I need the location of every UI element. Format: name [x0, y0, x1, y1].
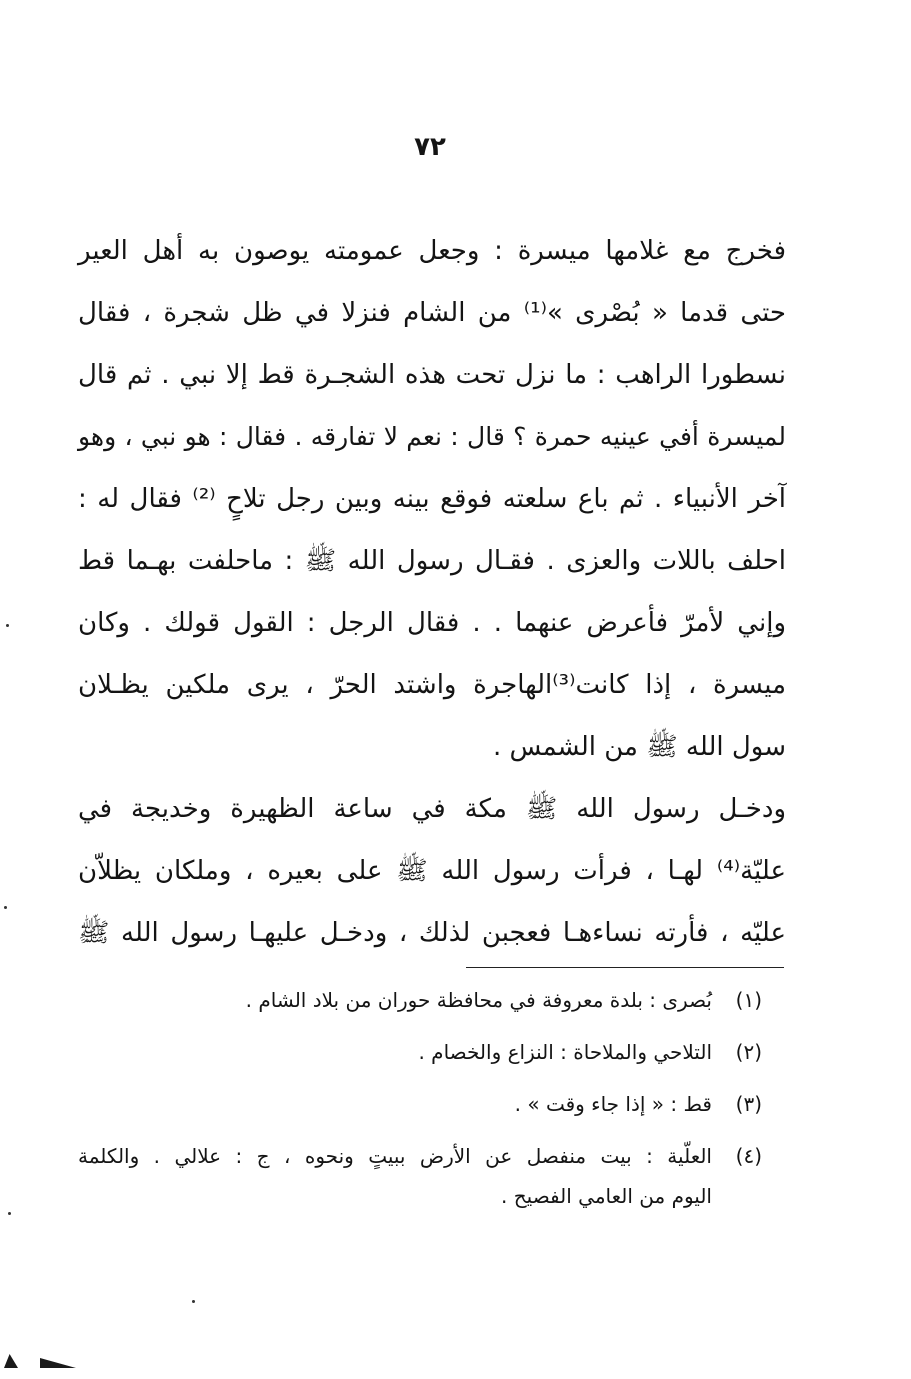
scan-speck	[4, 906, 7, 909]
paragraph-2	[78, 778, 786, 964]
footnote-line: بُصرى : بلدة معروفة في محافظة حوران من بلاد الشام .	[245, 988, 712, 1012]
footnote-line: اليوم من العامي الفصيح .	[501, 1184, 712, 1208]
footnote-text	[78, 1084, 712, 1124]
scan-speck	[192, 1300, 195, 1303]
text-line: سول الله ﷺ من الشمس .	[492, 732, 786, 762]
scan-speck	[6, 624, 9, 627]
text-line: لميسرة أفي عينيه حمرة ؟ قال : نعم لا تفارقه . فقال : هو نبي ، وهو	[78, 422, 786, 451]
page-number: ٧٢	[414, 132, 446, 162]
text-line: نسطورا الراهب : ما نزل تحت هذه الشجـرة قط إلا نبي . ثم قال	[78, 360, 786, 390]
footnotes	[78, 980, 762, 1228]
footnote-4	[78, 1136, 762, 1216]
text-line: ميسرة ، إذا كانت⁽³⁾الهاجرة واشتد الحرّ ، يرى ملكين يظـلان	[78, 670, 786, 700]
footnote-divider	[466, 967, 784, 968]
footnote-line: التلاحي والملاحاة : النزاع والخصام .	[418, 1040, 712, 1064]
paragraph-1	[78, 220, 786, 778]
text-line: فخرج مع غلامها ميسرة : وجعل عمومته يوصون به أهل العير	[78, 236, 786, 266]
footnote-number: (٢)	[735, 1040, 762, 1064]
text-line: وإني لأمرّ فأعرض عنهما . . فقال الرجل : القول قولك . وكان	[78, 608, 786, 638]
text-line: احلف باللات والعزى . فقـال رسول الله ﷺ : ماحلفت بهـما قط	[78, 546, 786, 576]
footnote-text	[78, 980, 712, 1020]
footnote-text	[78, 1136, 712, 1216]
text-line: عليّة⁽⁴⁾ لهـا ، فرأت رسول الله ﷺ على بعيره ، وملكان يظلاّن	[78, 856, 786, 886]
footnote-number: (٤)	[735, 1144, 762, 1168]
footnote-number: (٣)	[735, 1092, 762, 1116]
footnote-2	[78, 1032, 762, 1072]
scan-speck	[8, 1212, 11, 1215]
scan-mark	[4, 1354, 18, 1368]
text-line: حتى قدما « بُصْرى »⁽¹⁾ من الشام فنزلا في ظل شجرة ، فقال	[78, 298, 786, 328]
footnote-line: العلّية : بيت منفصل عن الأرض ببيتٍ ونحوه ، ج : علالي . والكلمة	[78, 1144, 712, 1168]
text-line: ودخـل رسول الله ﷺ مكة في ساعة الظهيرة وخديجة في	[78, 794, 786, 824]
footnote-number: (١)	[735, 988, 762, 1012]
footnote-3	[78, 1084, 762, 1124]
text-line: آخر الأنبياء . ثم باع سلعته فوقع بينه وبين رجل تلاحٍ ⁽²⁾ فقال له :	[78, 484, 786, 514]
text-line: عليّه ، فأرته نساءهـا فعجبن لذلك ، ودخـل عليهـا رسول الله ﷺ	[78, 918, 786, 948]
footnote-line: قط : « إذا جاء وقت » .	[514, 1092, 712, 1116]
scan-mark	[40, 1358, 76, 1368]
footnote-1	[78, 980, 762, 1020]
footnote-text	[78, 1032, 712, 1072]
